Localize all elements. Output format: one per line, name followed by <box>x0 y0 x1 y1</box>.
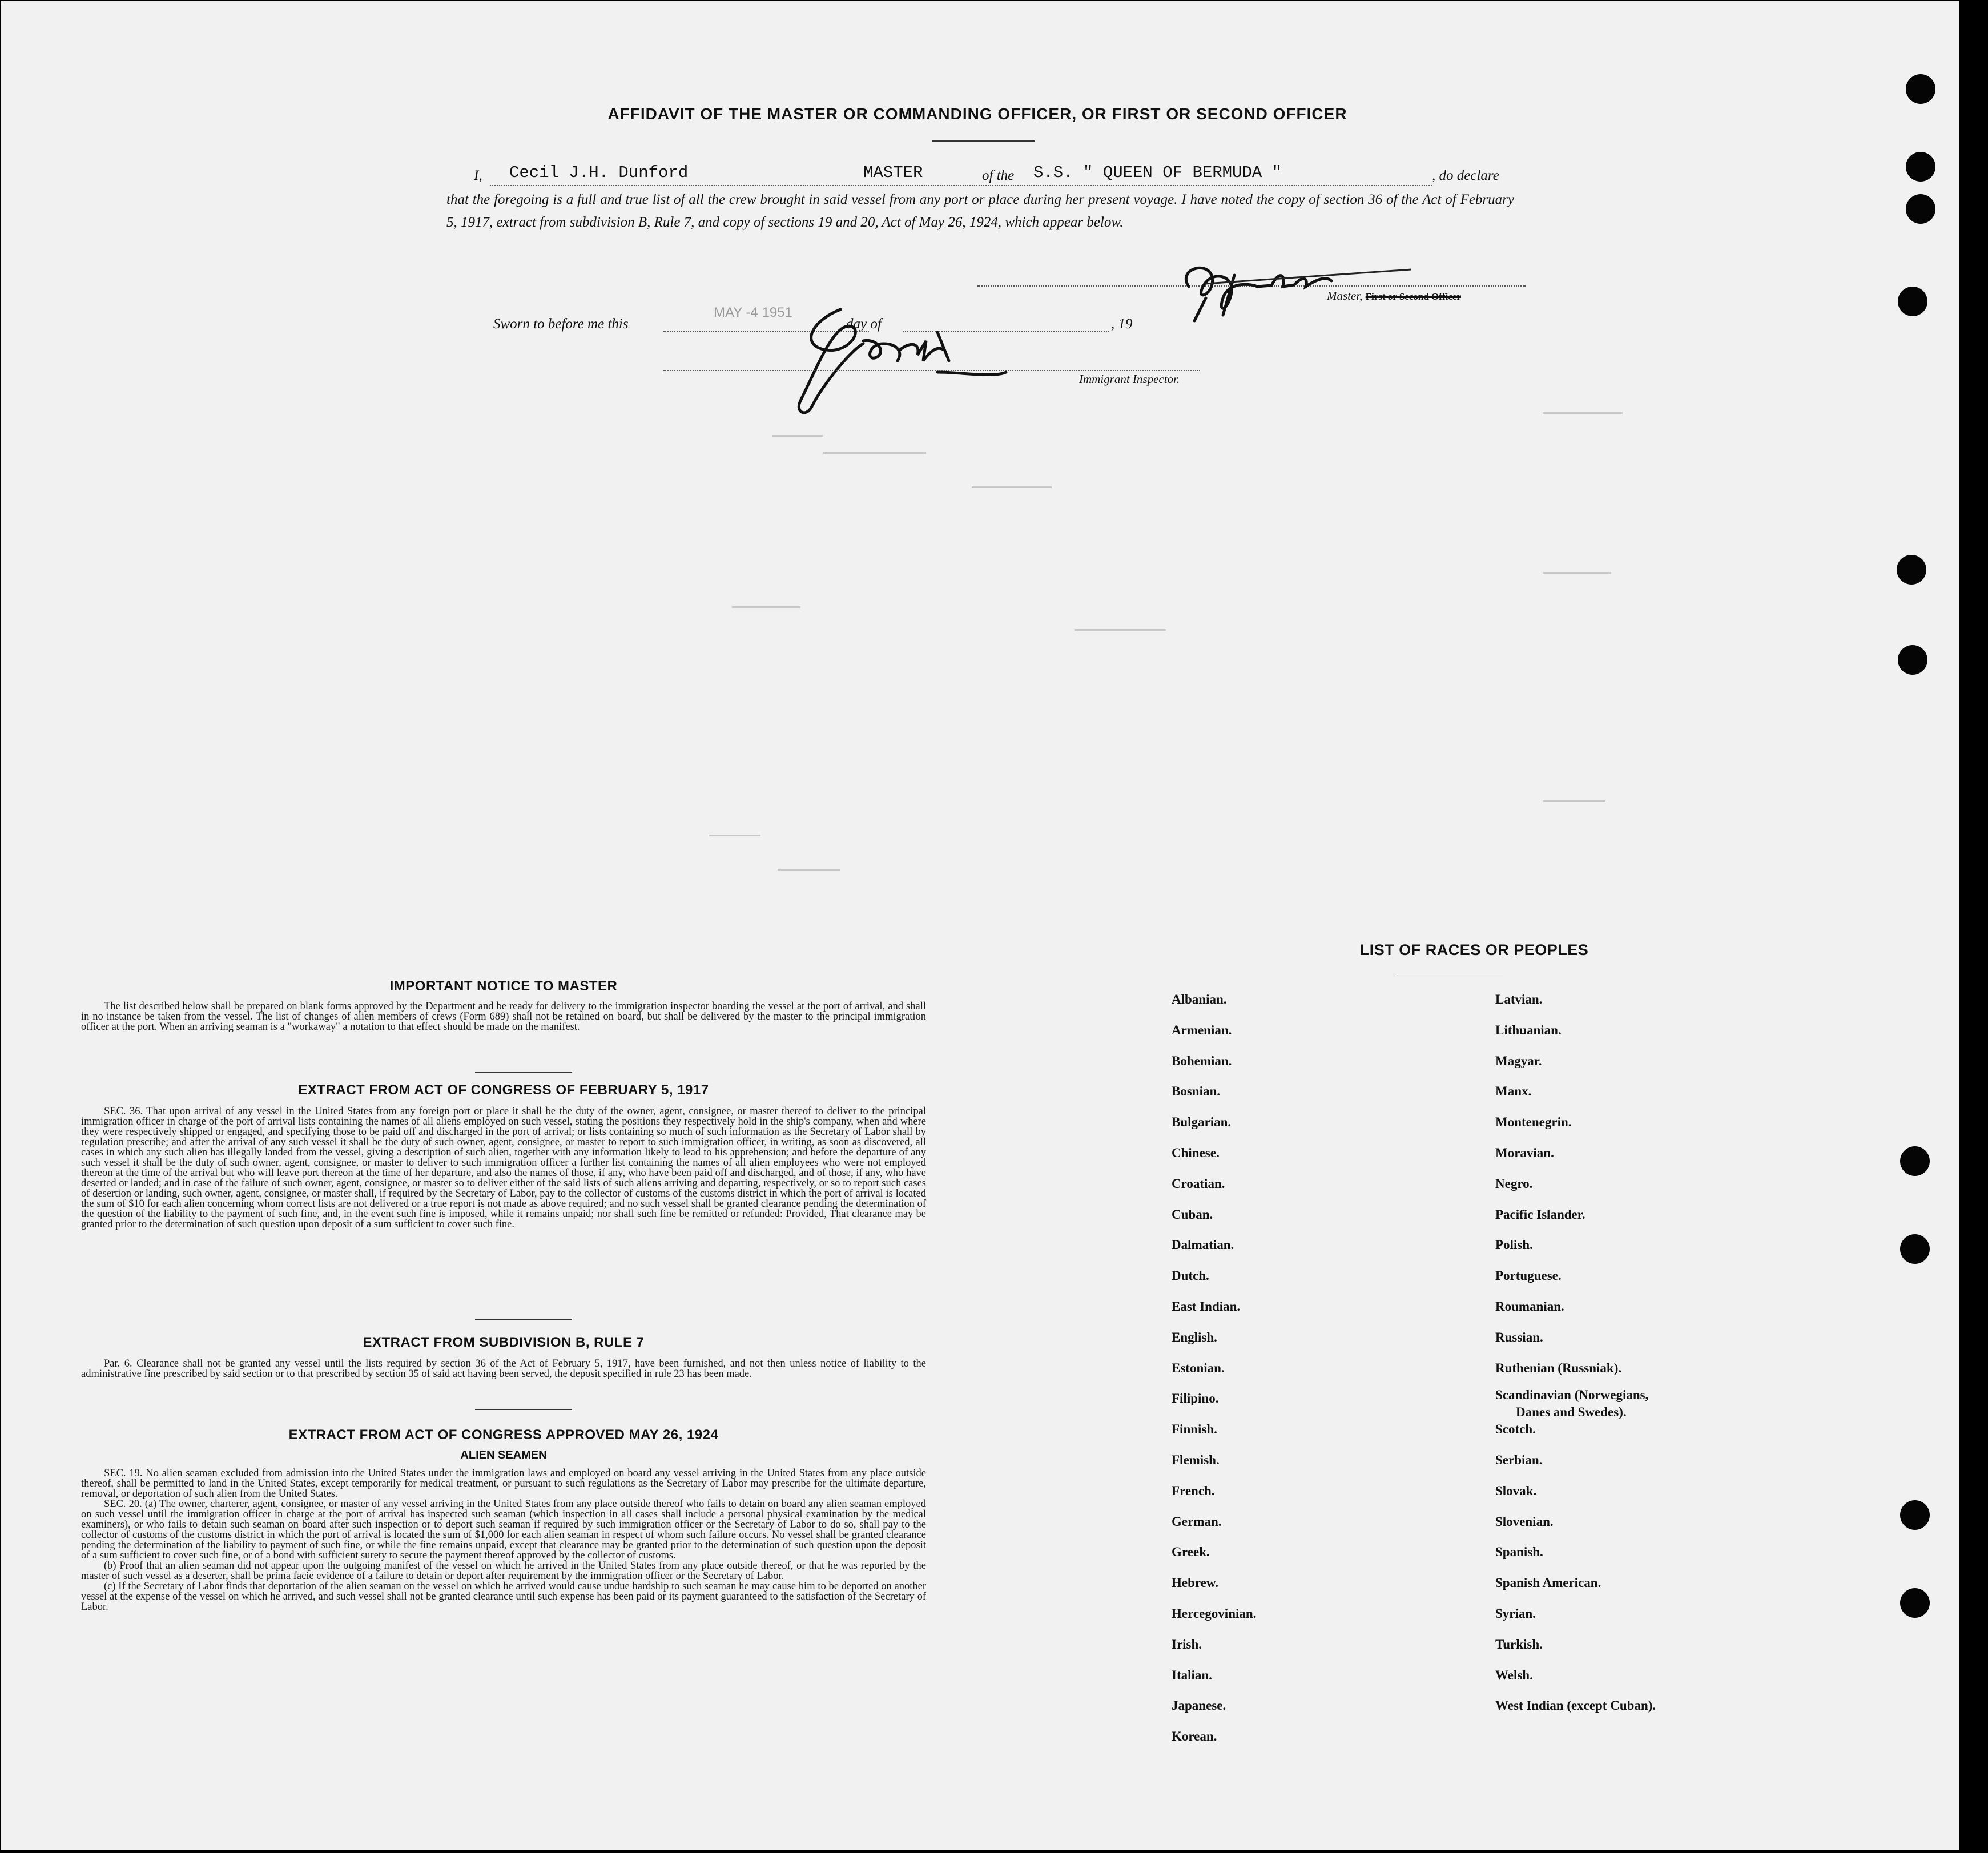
do-declare-label: , do declare <box>1432 168 1499 183</box>
punch-hole <box>1900 1146 1930 1176</box>
race-item: Magyar. <box>1495 1053 1542 1068</box>
race-item: Welsh. <box>1495 1667 1533 1682</box>
punch-hole <box>1906 74 1935 104</box>
race-item: Irish. <box>1172 1637 1202 1651</box>
title-underline <box>932 140 1035 142</box>
race-item: Turkish. <box>1495 1637 1543 1651</box>
declaration-dotted-line <box>490 185 1432 186</box>
race-item: Finnish. <box>1172 1422 1217 1437</box>
race-item: Japanese. <box>1172 1698 1226 1713</box>
officer-name: Cecil J.H. Dunford <box>509 163 689 182</box>
notice-text <box>81 1001 926 1032</box>
race-item: Cuban. <box>1172 1207 1213 1222</box>
race-item: Bohemian. <box>1172 1053 1232 1068</box>
inspector-signature <box>766 287 1029 424</box>
race-item: Dutch. <box>1172 1268 1209 1283</box>
inspector-caption: Immigrant Inspector. <box>1079 372 1180 386</box>
rule-7-heading: EXTRACT FROM SUBDIVISION B, RULE 7 <box>363 1335 645 1350</box>
race-item: Manx. <box>1495 1084 1532 1099</box>
race-item: Roumanian. <box>1495 1299 1564 1314</box>
alien-seamen-heading: ALIEN SEAMEN <box>460 1449 547 1461</box>
race-item: Slovak. <box>1495 1483 1537 1498</box>
officer-rank: MASTER <box>863 163 923 182</box>
divider <box>475 1319 572 1320</box>
date-stamp: MAY -4 1951 <box>714 305 792 320</box>
sworn-label: Sworn to before me this <box>493 316 629 332</box>
race-item: Dalmatian. <box>1172 1238 1234 1252</box>
race-item: Croatian. <box>1172 1176 1225 1191</box>
race-item: English. <box>1172 1330 1217 1344</box>
race-item: German. <box>1172 1514 1222 1529</box>
race-item: Montenegrin. <box>1495 1115 1572 1130</box>
race-item: Scandinavian (Norwegians, <box>1495 1388 1649 1403</box>
race-item: Ruthenian (Russniak). <box>1495 1360 1622 1375</box>
extract-1924-heading: EXTRACT FROM ACT OF CONGRESS APPROVED MAY 26, 1924 <box>288 1427 719 1443</box>
race-item: Korean. <box>1172 1729 1217 1744</box>
punch-hole <box>1898 645 1927 675</box>
race-item: Spanish. <box>1495 1545 1543 1560</box>
race-item: Armenian. <box>1172 1022 1232 1037</box>
race-item: French. <box>1172 1483 1215 1498</box>
race-item: Albanian. <box>1172 992 1227 1006</box>
affidavit-title: AFFIDAVIT OF THE MASTER OR COMMANDING OFFICER, OR FIRST OR SECOND OFFICER <box>607 105 1347 123</box>
race-item: West Indian (except Cuban). <box>1495 1698 1656 1713</box>
document-page <box>1 1 1959 1850</box>
master-caption-struck: First or Second Officer <box>1365 291 1461 302</box>
race-item: Lithuanian. <box>1495 1022 1562 1037</box>
par-6-paragraph: Par. 6. Clearance shall not be granted any vessel until the lists required by section 36 of the Act of February 5, 1917, have been furnished, and not then unless notice of liability to the administrative fine prescribed by said section or to that prescribed by section 35 of said act having been served, the deposit specified in rule 23 has been made. <box>81 1358 926 1380</box>
declaration-text: that the foregoing is a full and true list of all the crew brought in said vessel from any port or place during her present voyage. I have noted the copy of section 36 of the Act of February 5, 1917, extract from subdivision B, Rule 7, and copy of sections 19 and 20, Act of May 26, 1924, which appear below. <box>446 192 1514 230</box>
sec-20b-paragraph: (b) Proof that an alien seaman did not appear upon the outgoing manifest of the vessel on which he arrived in the United States from any place outside thereof, or that he was reported by the master of such vessel as a deserter, shall be prima facie evidence of a failure to detain or deport after requirement by the immigration officer or the Secretary of Labor. <box>81 1560 926 1582</box>
master-caption <box>1327 289 1461 303</box>
race-item: Bosnian. <box>1172 1084 1221 1099</box>
year-label: , 19 <box>1111 316 1133 332</box>
race-item: Bulgarian. <box>1172 1115 1232 1130</box>
race-item: Syrian. <box>1495 1606 1536 1621</box>
race-item: Russian. <box>1495 1330 1543 1344</box>
race-item: Greek. <box>1172 1545 1210 1560</box>
sec-20a-paragraph: SEC. 20. (a) The owner, charterer, agent, consignee, or master of any vessel arriving in the United States from any place outside thereof who fails to detain on board any alien seaman employed on such vessel until the immigration officer in charge at the port of arrival has inspected such seaman (which inspection in all cases shall include a personal physical examination by the medical examiners), or who fails to detain such seaman on board after such inspection or to deport such seaman if required by such immigration officer or the Secretary of Labor to do so, shall pay to the collector of customs of the customs district in which the port of arrival is located the sum of $1,000 for each alien seaman in respect of whom such failure occurs. No vessel shall be granted clearance pending the determination of the liability to payment of such fine, or while the fine remains unpaid, except that clearance may be granted prior to the determination of such question upon the deposit of a sum sufficient to cover such fine, or of a bond with sufficient surety to secure the payment thereof approved by the collector of customs. <box>81 1498 926 1561</box>
race-item: Flemish. <box>1172 1453 1220 1467</box>
extract-1924-text <box>81 1468 926 1612</box>
race-item: Slovenian. <box>1495 1514 1554 1529</box>
race-item: Estonian. <box>1172 1360 1225 1375</box>
divider <box>475 1409 572 1410</box>
race-item: Scotch. <box>1495 1422 1536 1437</box>
punch-hole <box>1897 555 1926 585</box>
punch-hole <box>1900 1234 1930 1264</box>
race-item: Filipino. <box>1172 1391 1219 1406</box>
i-label: I, <box>474 168 482 183</box>
race-item: Hebrew. <box>1172 1576 1218 1590</box>
punch-hole <box>1900 1588 1930 1618</box>
sec-36-paragraph: SEC. 36. That upon arrival of any vessel in the United States from any foreign port or place it shall be the duty of the owner, agent, consignee, or master thereof to deliver to the principal immigration officer in charge of the port of arrival lists containing the names of all aliens employed on such vessel, stating the positions they respectively hold in the ship's company, when and where they were respectively shipped or engaged, and specifying those to be paid off and discharged in the port of arrival; or lists containing so much of such information as the Secretary of Labor shall by regulation prescribe; and after the arrival of any such vessel it shall be the duty of such owner, agent, consignee, or master to report to such immigration officer, in writing, as soon as discovered, all cases in which any such alien has illegally landed from the vessel, giving a description of such alien, together with any information likely to lead to his apprehension; and before the departure of any such vessel it shall be the duty of such owner, agent, consignee, or master to deliver to such immigration officer a further list containing the names of all alien employees who were not employed thereon at the time of the arrival but who will leave port thereon at the time of her departure, and also the names of those, if any, who have been paid off and discharged, and of those, if any, who have deserted or landed; and in case of the failure of such owner, agent, consignee, or master so to deliver either of the said lists of such aliens arriving and departing, respectively, or so to report such cases of desertion or landing, such owner, agent, consignee, or master shall, if required by the Secretary of Labor, pay to the collector of customs of the customs district in which the port of arrival is located the sum of $10 for each alien concerning whom correct lists are not delivered or a true report is not made as above required; and no such vessel shall be granted clearance pending the determination of the question of the liability to the payment of such fine, and, in the event such fine is imposed, while it remains unpaid; nor shall such fine be remitted or refunded: Provided, That clearance may be granted prior to the determination of such question upon deposit of a sum sufficient to cover such fine. <box>81 1106 926 1230</box>
race-item: Pacific Islander. <box>1495 1207 1585 1222</box>
race-item: Danes and Swedes). <box>1516 1405 1627 1420</box>
race-item: Portuguese. <box>1495 1268 1562 1283</box>
sec-20c-paragraph: (c) If the Secretary of Labor finds that deportation of the alien seaman on the vessel on which he arrived would cause undue hardship to such seaman he may cause him to be deported on another vessel at the expense of the vessel on which he arrived, and such vessel shall not be granted clearance until such expense has been paid or its payment guaranteed to the satisfaction of the Secretary of Labor. <box>81 1581 926 1613</box>
race-item: Polish. <box>1495 1238 1533 1252</box>
sec-19-paragraph: SEC. 19. No alien seaman excluded from admission into the United States under the immigration laws and employed on board any vessel arriving in the United States from any place outside thereof, shall be permitted to land in the United States, except temporarily for medical treatment, or pursuant to such regulations as the Secretary of Labor may prescribe for the ultimate departure, removal, or deportation of such alien from the United States. <box>81 1468 926 1500</box>
race-item: Spanish American. <box>1495 1576 1601 1590</box>
race-item: Serbian. <box>1495 1453 1543 1467</box>
master-caption-prefix: Master, <box>1327 289 1363 303</box>
notice-paragraph: The list described below shall be prepared on blank forms approved by the Department and be ready for delivery to the immigration inspector boarding the vessel at the port of arrival, and shall in no instance be taken from the vessel. The list of changes of alien members of crews (Form 689) shall not be retained on board, but shall be delivered by the master to the principal immigration officer at the port. When an arriving seaman is a "workaway" a notation to that effect should be made on the manifest. <box>81 1001 926 1033</box>
race-item: Chinese. <box>1172 1146 1220 1160</box>
punch-hole <box>1900 1500 1930 1530</box>
rule-7-text <box>81 1359 926 1379</box>
race-item: Negro. <box>1495 1176 1533 1191</box>
race-item: East Indian. <box>1172 1299 1241 1314</box>
inspector-line <box>663 370 1200 371</box>
of-the-label: of the <box>982 168 1015 183</box>
races-heading: LIST OF RACES OR PEOPLES <box>1359 941 1589 958</box>
race-item: Moravian. <box>1495 1146 1554 1160</box>
race-item: Latvian. <box>1495 992 1543 1006</box>
vessel-name: S.S. " QUEEN OF BERMUDA " <box>1033 163 1282 182</box>
punch-hole <box>1906 194 1935 224</box>
race-item: Italian. <box>1172 1667 1212 1682</box>
punch-hole <box>1906 152 1935 182</box>
notice-heading: IMPORTANT NOTICE TO MASTER <box>389 978 618 994</box>
race-item: Hercegovinian. <box>1172 1606 1257 1621</box>
extract-1917-heading: EXTRACT FROM ACT OF CONGRESS OF FEBRUARY 5, 1917 <box>298 1082 709 1098</box>
divider <box>475 1072 572 1073</box>
punch-hole <box>1898 287 1927 316</box>
extract-1917-text <box>81 1106 926 1230</box>
day-of-label: day of <box>846 316 882 332</box>
